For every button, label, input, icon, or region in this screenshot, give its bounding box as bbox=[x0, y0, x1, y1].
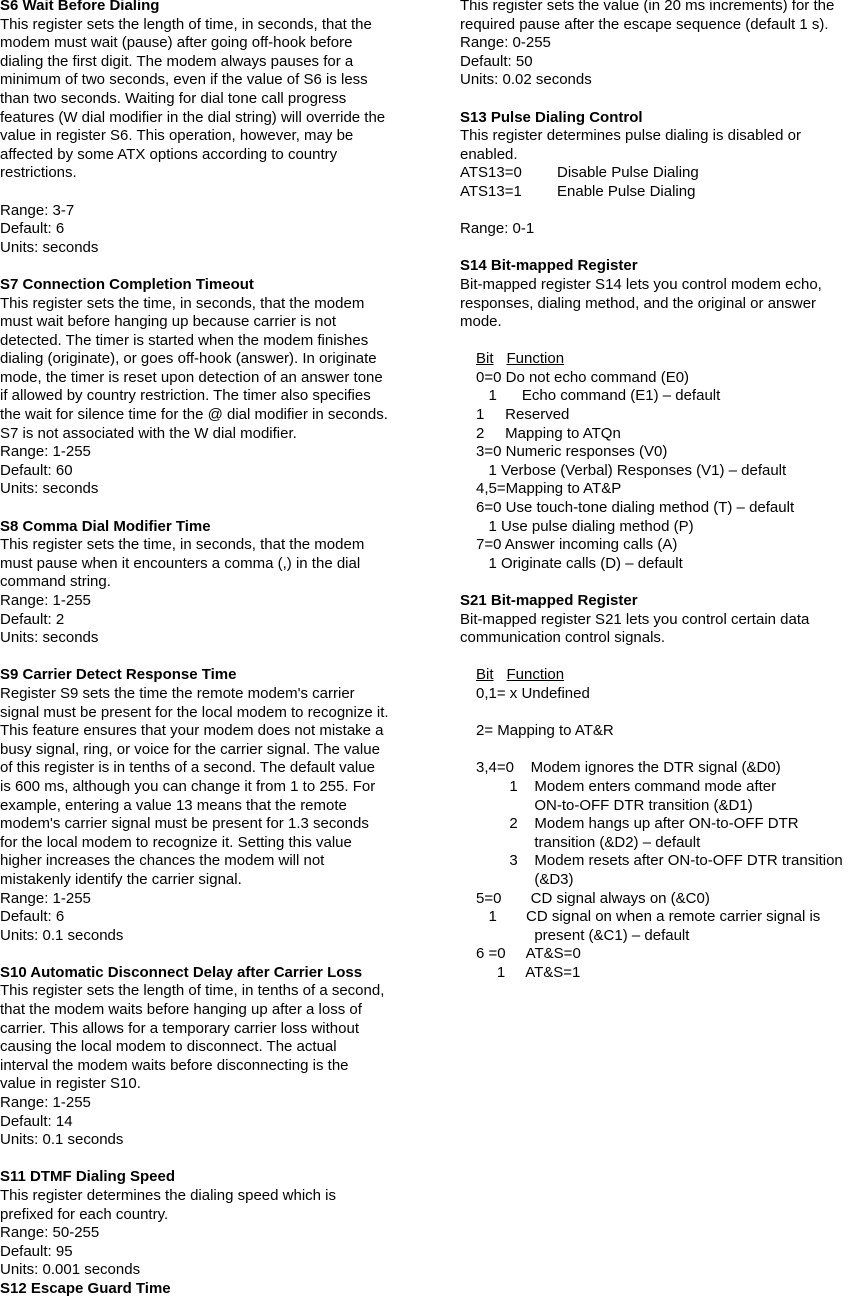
s11-default: Default: 95 bbox=[0, 1242, 73, 1260]
s21-title: S21 Bit-mapped Register bbox=[460, 592, 638, 609]
s6-body-line: than two seconds. Waiting for dial tone call progress bbox=[0, 89, 347, 107]
s14-bit-row: 7=0 Answer incoming calls (A) bbox=[476, 536, 678, 554]
s14-bit-row: 1 Echo command (E1) – default bbox=[476, 387, 721, 405]
s13-range: Range: 0-1 bbox=[460, 220, 535, 238]
s12-title: S12 Escape Guard Time bbox=[0, 1279, 171, 1297]
s7-body-line: detected. The timer is started when the modem finishes bbox=[0, 331, 369, 349]
s9-title: S9 Carrier Detect Response Time bbox=[0, 666, 237, 684]
s10-default: Default: 14 bbox=[0, 1112, 73, 1130]
s21-header-bit: Bit bbox=[476, 666, 494, 684]
s9-body-line: modem's carrier signal must be present for 1.3 seconds bbox=[0, 815, 369, 833]
s14-header-function: Function bbox=[506, 350, 565, 368]
s11-body-line: prefixed for each country. bbox=[0, 1205, 169, 1223]
spacer bbox=[460, 648, 864, 667]
s7-units: Units: seconds bbox=[0, 480, 99, 498]
s21-body-line: communication control signals. bbox=[460, 629, 666, 647]
s21-bit-row: 1 CD signal on when a remote carrier signal is bbox=[476, 908, 821, 926]
s9-body-line: example, entering a value 13 means that the remote bbox=[0, 796, 347, 814]
s9-default: Default: 6 bbox=[0, 908, 65, 926]
s14-bit-row: 1 Verbose (Verbal) Responses (V1) – default bbox=[476, 461, 787, 479]
s14-table-header bbox=[460, 350, 864, 369]
s21-bit-row: 5=0 CD signal always on (&C0) bbox=[476, 889, 710, 907]
s13-option-command: ATS13=1 bbox=[460, 182, 522, 200]
s7-body-line: S7 is not associated with the W dial modifier. bbox=[0, 424, 297, 442]
spacer bbox=[0, 648, 425, 667]
s8-units: Units: seconds bbox=[0, 629, 99, 647]
s7-title: S7 Connection Completion Timeout bbox=[0, 275, 254, 293]
spacer bbox=[0, 499, 425, 518]
s21-bit-row: 2= Mapping to AT&R bbox=[476, 722, 614, 740]
s9-body-line: higher increases the chances the modem will not bbox=[0, 852, 325, 870]
s6-title: S6 Wait Before Dialing bbox=[0, 0, 160, 14]
s7-range: Range: 1-255 bbox=[0, 443, 91, 461]
s14-header-bit: Bit bbox=[476, 350, 494, 368]
right-column bbox=[460, 0, 864, 982]
s9-body-line: Register S9 sets the time the remote modem's carrier bbox=[0, 684, 355, 702]
spacer bbox=[460, 704, 864, 723]
s14-body-line: mode. bbox=[460, 313, 502, 331]
s7-body-line: mode, the timer is reset upon detection of an answer tone bbox=[0, 368, 383, 386]
s11-body-line: This register determines the dialing speed which is bbox=[0, 1187, 336, 1204]
s21-table-header bbox=[460, 666, 864, 685]
s8-body-line: must pause when it encounters a comma (,) in the dial bbox=[0, 554, 361, 572]
s13-option bbox=[460, 183, 864, 202]
s21-bit-row: (&D3) bbox=[476, 870, 574, 888]
s12-default: Default: 50 bbox=[460, 52, 533, 70]
s21-header-function: Function bbox=[506, 666, 565, 684]
s6-body-line: dialing the first digit. The modem always pauses for a bbox=[0, 52, 354, 70]
s8-body-line: command string. bbox=[0, 573, 111, 591]
s6-body-line: restrictions. bbox=[0, 164, 77, 182]
s6-body-line: modem must wait (pause) after going off-hook before bbox=[0, 34, 353, 52]
s7-default: Default: 60 bbox=[0, 461, 73, 479]
s11-range: Range: 50-255 bbox=[0, 1224, 100, 1242]
spacer bbox=[460, 573, 864, 592]
spacer bbox=[0, 1150, 425, 1169]
s10-units: Units: 0.1 seconds bbox=[0, 1131, 124, 1149]
s21-bit-row: 6 =0 AT&S=0 bbox=[476, 945, 581, 963]
s13-title: S13 Pulse Dialing Control bbox=[460, 108, 643, 126]
s21-bit-row: 1 AT&S=1 bbox=[476, 963, 581, 981]
spacer bbox=[460, 332, 864, 351]
s21-bit-row: 1 Modem enters command mode after bbox=[476, 777, 777, 795]
spacer bbox=[460, 202, 864, 221]
s10-body-line: interval the modem waits before disconnecting is the bbox=[0, 1056, 349, 1074]
s8-default: Default: 2 bbox=[0, 610, 65, 628]
spacer bbox=[0, 945, 425, 964]
s6-default: Default: 6 bbox=[0, 220, 65, 238]
s14-bit-row: 4,5=Mapping to AT&P bbox=[476, 480, 622, 498]
s9-body-line: This feature ensures that your modem does not mistake a bbox=[0, 722, 384, 740]
s9-body-line: busy signal, ring, or voice for the carrier signal. The value bbox=[0, 740, 380, 758]
s14-bit-row: 6=0 Use touch-tone dialing method (T) – default bbox=[476, 499, 795, 517]
s21-bit-row: ON-to-OFF DTR transition (&D1) bbox=[476, 796, 753, 814]
s14-bit-row: 1 Use pulse dialing method (P) bbox=[476, 517, 694, 535]
spacer bbox=[0, 257, 425, 276]
s10-body-line: causing the local modem to disconnect. The actual bbox=[0, 1038, 337, 1056]
s9-range: Range: 1-255 bbox=[0, 889, 91, 907]
s12-range: Range: 0-255 bbox=[460, 34, 551, 52]
s14-bit-row: 3=0 Numeric responses (V0) bbox=[476, 443, 668, 461]
s10-body-line: carrier. This allows for a temporary carrier loss without bbox=[0, 1019, 360, 1037]
s21-bit-row: transition (&D2) – default bbox=[476, 833, 701, 851]
s10-range: Range: 1-255 bbox=[0, 1094, 91, 1112]
s21-bit-row: present (&C1) – default bbox=[476, 926, 690, 944]
s11-title: S11 DTMF Dialing Speed bbox=[0, 1168, 176, 1186]
s10-body-line: This register sets the length of time, in tenths of a second, bbox=[0, 982, 385, 1000]
s21-bit-row: 0,1= x Undefined bbox=[476, 684, 590, 702]
s13-option-description: Disable Pulse Dialing bbox=[557, 164, 699, 182]
spacer bbox=[460, 741, 864, 760]
s21-bit-row: 3 Modem resets after ON-to-OFF DTR transition bbox=[476, 852, 843, 870]
s9-body-line: of this register is in tenths of a second. The default value bbox=[0, 759, 375, 777]
spacer bbox=[0, 183, 425, 202]
spacer bbox=[460, 90, 864, 109]
s6-units: Units: seconds bbox=[0, 238, 99, 256]
s14-bit-row: 1 Reserved bbox=[476, 406, 570, 424]
s12-body-line: required pause after the escape sequence (default 1 s). bbox=[460, 15, 829, 33]
s14-bit-row: 2 Mapping to ATQn bbox=[476, 424, 621, 442]
s6-body-line: affected by some ATX options according to country bbox=[0, 145, 338, 163]
s7-body-line: dialing (originate), or goes off-hook (answer). In originate bbox=[0, 350, 377, 368]
left-column bbox=[0, 0, 425, 1299]
s9-body-line: mistakenly identify the carrier signal. bbox=[0, 870, 242, 888]
s10-body-line: value in register S10. bbox=[0, 1075, 141, 1093]
s7-body-line: if allowed by country restriction. The timer also specifies bbox=[0, 387, 371, 405]
s9-body-line: is 600 ms, although you can change it from 1 to 255. For bbox=[0, 777, 376, 795]
s12-units: Units: 0.02 seconds bbox=[460, 71, 592, 89]
s6-body-line: This register sets the length of time, in seconds, that the bbox=[0, 15, 372, 33]
s8-title: S8 Comma Dial Modifier Time bbox=[0, 517, 211, 535]
spacer bbox=[460, 239, 864, 258]
s9-body-line: for the local modem to recognize it. Setting this value bbox=[0, 833, 352, 851]
s21-body-line: Bit-mapped register S21 lets you control certain data bbox=[460, 610, 810, 628]
s6-range: Range: 3-7 bbox=[0, 201, 75, 219]
s6-body-line: value in register S6. This operation, however, may be bbox=[0, 127, 354, 145]
s14-body-line: responses, dialing method, and the original or answer bbox=[460, 294, 817, 312]
s12-body-line: This register sets the value (in 20 ms increments) for the bbox=[460, 0, 835, 14]
s14-bit-row: 0=0 Do not echo command (E0) bbox=[476, 368, 690, 386]
s14-bit-row: 1 Originate calls (D) – default bbox=[476, 554, 683, 572]
s8-range: Range: 1-255 bbox=[0, 592, 91, 609]
s13-body-line: enabled. bbox=[460, 145, 518, 163]
s11-units: Units: 0.001 seconds bbox=[0, 1261, 141, 1279]
s14-title: S14 Bit-mapped Register bbox=[460, 257, 638, 275]
s13-option bbox=[460, 164, 864, 183]
s7-body-line: This register sets the time, in seconds, that the modem bbox=[0, 294, 365, 312]
s9-units: Units: 0.1 seconds bbox=[0, 926, 124, 944]
s10-body-line: that the modem waits before hanging up after a loss of bbox=[0, 1001, 362, 1019]
s9-body-line: signal must be present for the local modem to recognize it. bbox=[0, 703, 389, 721]
s7-body-line: the wait for silence time for the @ dial modifier in seconds. bbox=[0, 406, 388, 424]
s8-body-line: This register sets the time, in seconds, that the modem bbox=[0, 536, 365, 554]
s21-bit-row: 3,4=0 Modem ignores the DTR signal (&D0) bbox=[476, 759, 781, 777]
s6-body-line: minimum of two seconds, even if the value of S6 is less bbox=[0, 71, 368, 89]
s6-body-line: features (W dial modifier in the dial string) will override the bbox=[0, 108, 386, 126]
s7-body-line: must wait before hanging up because carrier is not bbox=[0, 313, 337, 331]
s13-option-description: Enable Pulse Dialing bbox=[557, 182, 696, 200]
s13-body-line: This register determines pulse dialing is disabled or bbox=[460, 127, 802, 145]
s10-title: S10 Automatic Disconnect Delay after Carrier Loss bbox=[0, 963, 363, 981]
s21-bit-row: 2 Modem hangs up after ON-to-OFF DTR bbox=[476, 815, 799, 833]
s13-option-command: ATS13=0 bbox=[460, 164, 522, 182]
s14-body-line: Bit-mapped register S14 lets you control modem echo, bbox=[460, 275, 822, 293]
